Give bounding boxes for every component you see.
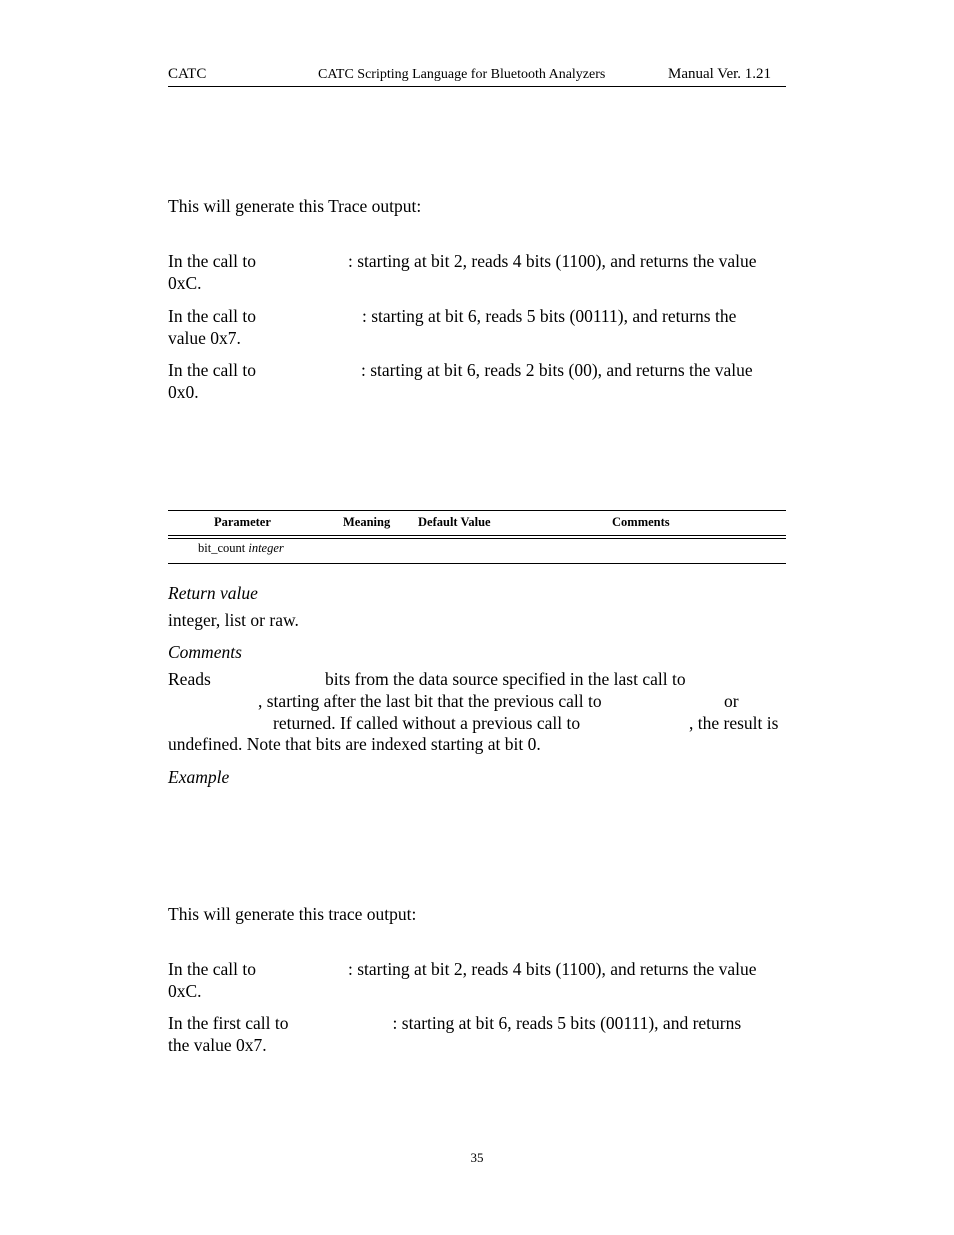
item-rest: : starting at bit 6, reads 2 bits (00), and returns the value	[360, 360, 753, 380]
section2-intro: This will generate this trace output:	[168, 904, 417, 924]
comments-line3a: returned. If called without a previous call to	[273, 713, 581, 733]
return-value-label: Return value	[168, 583, 258, 603]
comments-label: Comments	[168, 642, 242, 662]
item-line2: the value 0x7.	[168, 1035, 267, 1055]
comments-line1a: Reads	[168, 669, 211, 689]
page-number: 35	[470, 1150, 484, 1165]
section1-item-2	[168, 305, 786, 349]
item-rest: : starting at bit 2, reads 4 bits (1100), and returns the value	[347, 959, 757, 979]
header-rule	[168, 86, 786, 87]
table-header-rule-2	[168, 538, 786, 539]
section1-intro: This will generate this Trace output:	[168, 196, 422, 216]
header-right: Manual Ver. 1.21	[668, 66, 772, 82]
item-lead: In the first call to	[168, 1013, 289, 1033]
param-type: integer	[248, 541, 284, 555]
header-center: CATC Scripting Language for Bluetooth Analyzers	[318, 67, 606, 82]
item-rest: : starting at bit 2, reads 4 bits (1100), and returns the value	[347, 251, 757, 271]
table-header-rule-1	[168, 535, 786, 536]
return-value-text: integer, list or raw.	[168, 610, 299, 630]
comments-line2a: , starting after the last bit that the previous call to	[258, 691, 602, 711]
section2-item-1	[168, 958, 786, 1002]
table-top-rule	[168, 510, 786, 511]
param-name: bit_count	[198, 541, 246, 555]
comments-line4: undefined. Note that bits are indexed starting at bit 0.	[168, 734, 541, 754]
section1-item-1	[168, 250, 786, 294]
section2-item-2	[168, 1012, 786, 1056]
header-left: CATC	[168, 66, 207, 82]
item-rest: : starting at bit 6, reads 5 bits (00111), and returns the	[361, 306, 737, 326]
table-header-parameter: Parameter	[214, 515, 271, 529]
table-header-meaning: Meaning	[343, 515, 391, 529]
comments-line2b: or	[724, 691, 739, 711]
item-line2: 0xC.	[168, 981, 202, 1001]
item-line2: 0x0.	[168, 382, 199, 402]
comments-line3b: , the result is	[689, 713, 779, 733]
item-line2: value 0x7.	[168, 328, 241, 348]
section1-item-3	[168, 359, 786, 403]
table-row	[198, 541, 284, 556]
comments-line1b: bits from the data source specified in the last call to	[325, 669, 686, 689]
table-header-default-value: Default Value	[418, 515, 491, 529]
item-lead: In the call to	[168, 959, 256, 979]
item-lead: In the call to	[168, 360, 256, 380]
item-rest: : starting at bit 6, reads 5 bits (00111), and returns	[392, 1013, 742, 1033]
item-line2: 0xC.	[168, 273, 202, 293]
table-bottom-rule	[168, 563, 786, 564]
item-lead: In the call to	[168, 251, 256, 271]
example-label: Example	[168, 767, 230, 787]
table-header-comments: Comments	[612, 515, 670, 529]
item-lead: In the call to	[168, 306, 256, 326]
